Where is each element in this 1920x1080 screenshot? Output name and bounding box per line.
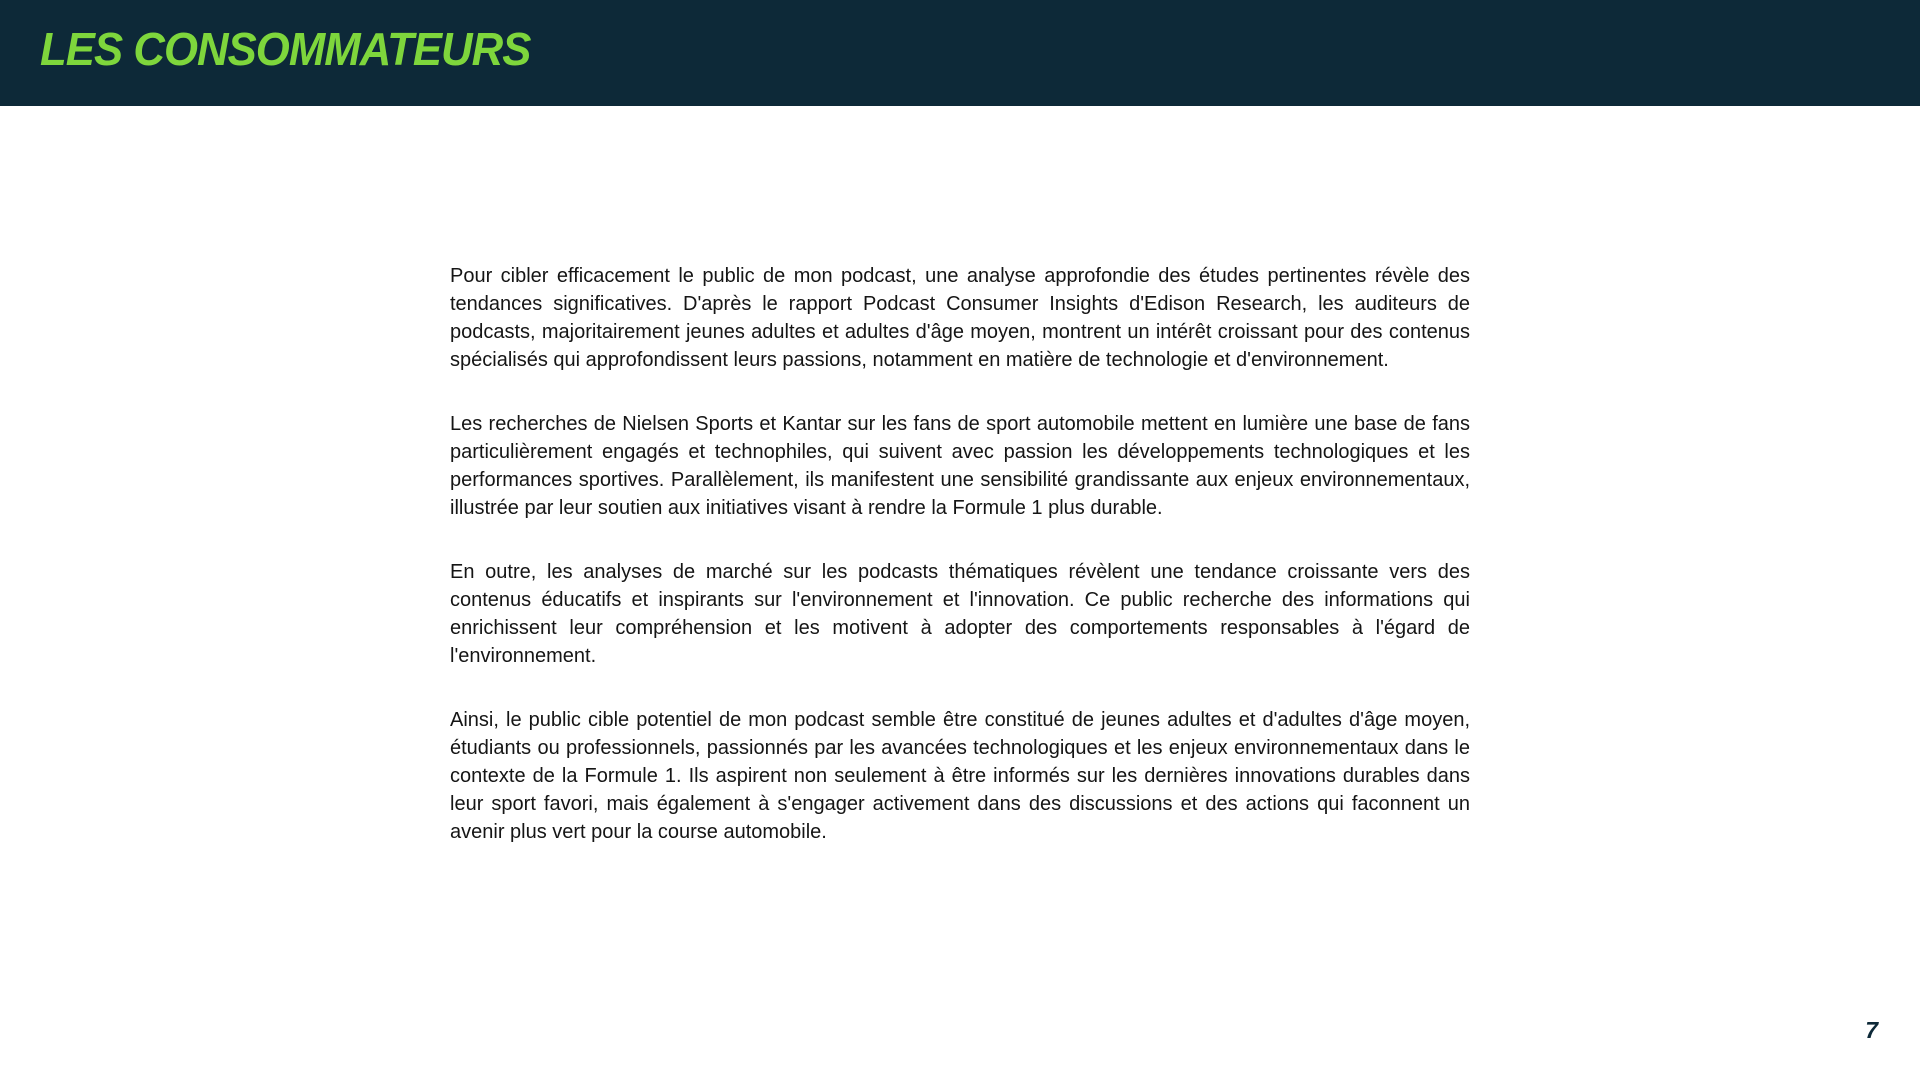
page-title: LES CONSOMMATEURS — [40, 23, 531, 75]
slide-header-bar — [0, 0, 1920, 106]
body-paragraph-4: Ainsi, le public cible potentiel de mon podcast semble être constitué de jeunes adultes et d'adultes d'âge moyen, étudiants ou professionnels, passionnés par les avancées technologiques et les enjeux environnementaux dans le contexte de la Formule 1. Ils aspirent non seulement à être informés sur les dernières innovations durables dans leur sport favori, mais également à s'engager activement dans des discussions et des actions qui faconnent un avenir plus vert pour la course automobile. — [450, 709, 1470, 843]
page-number: 7 — [1865, 1017, 1878, 1043]
slide-body — [450, 262, 1470, 846]
body-paragraph-3: En outre, les analyses de marché sur les podcasts thématiques révèlent une tendance croissante vers des contenus éducatifs et inspirants sur l'environnement et l'innovation. Ce public recherche des informations qui enrichissent leur compréhension et les motivent à adopter des comportements responsables à l'égard de l'environnement. — [450, 561, 1470, 667]
body-paragraph-2: Les recherches de Nielsen Sports et Kantar sur les fans de sport automobile mettent en lumière une base de fans particulièrement engagés et technophiles, qui suivent avec passion les développements technologiques et les performances sportives. Parallèlement, ils manifestent une sensibilité grandissante aux enjeux environnementaux, illustrée par leur soutien aux initiatives visant à rendre la Formule 1 plus durable. — [450, 413, 1470, 519]
body-paragraph-1: Pour cibler efficacement le public de mon podcast, une analyse approfondie des études pertinentes révèle des tendances significatives. D'après le rapport Podcast Consumer Insights d'Edison Research, les auditeurs de podcasts, majoritairement jeunes adultes et adultes d'âge moyen, montrent un intérêt croissant pour des contenus spécialisés qui approfondissent leurs passions, notamment en matière de technologie et d'environnement. — [450, 265, 1470, 371]
